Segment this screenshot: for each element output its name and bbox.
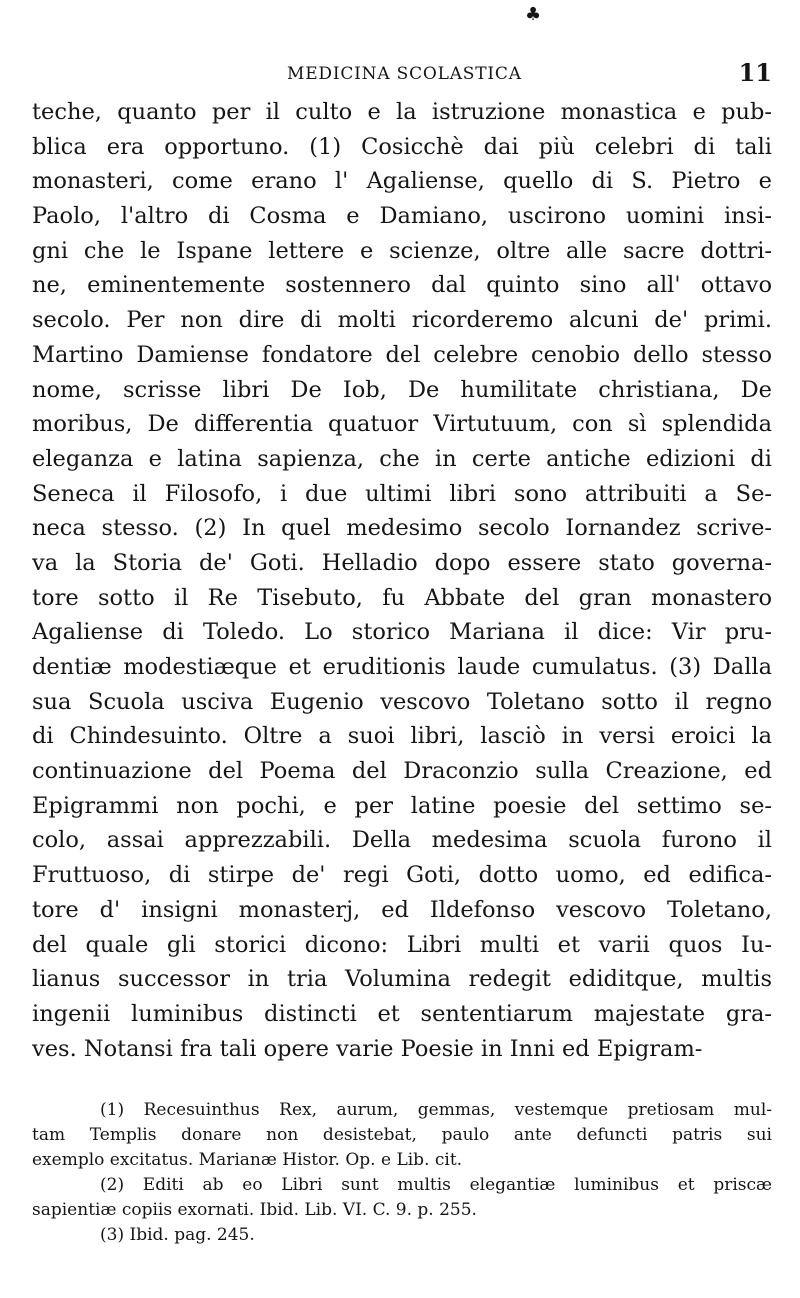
footnote-line: (1) Recesuinthus Rex, aurum, gemmas, vestemque pretiosam mul- [100, 1100, 772, 1120]
running-header [287, 58, 772, 90]
text-line: ves. Notansi fra tali opere varie Poesie in Inni ed Epigram- [32, 1035, 703, 1062]
text-line: eleganza e latina sapienza, che in certe antiche edizioni di [32, 445, 772, 472]
text-line: di Chindesuinto. Oltre a suoi libri, lasciò in versi eroici la [32, 723, 772, 750]
text-line: nome, scrisse libri De Iob, De humilitate christiana, De [32, 376, 772, 403]
text-line: Agaliense di Toledo. Lo storico Mariana il dice: Vir pru- [32, 619, 772, 646]
text-line: monasteri, come erano l' Agaliense, quello di S. Pietro e [32, 168, 772, 195]
text-line: moribus, De differentia quatuor Virtutuum, con sì splendida [32, 411, 772, 438]
text-line: dentiæ modestiæque et eruditionis laude cumulatus. (3) Dalla [32, 654, 772, 680]
text-line: colo, assai apprezzabili. Della medesima scuola furono il [32, 827, 772, 854]
ornament-mark: ♣ [525, 4, 542, 25]
footnote-line: (3) Ibid. pag. 245. [100, 1225, 255, 1245]
text-line: Epigrammi non pochi, e per latine poesie del settimo se- [32, 792, 772, 819]
text-line: va la Storia de' Goti. Helladio dopo essere stato governa- [32, 549, 772, 576]
text-line: blica era opportuno. (1) Cosicchè dai più celebri di tali [32, 133, 772, 160]
text-line: tore sotto il Re Tisebuto, fu Abbate del gran monastero [32, 584, 772, 611]
footnote-line: tam Templis donare non desistebat, paulo ante defuncti patris sui [32, 1125, 772, 1145]
footnote-line: exemplo excitatus. Marianæ Histor. Op. e Lib. cit. [32, 1150, 463, 1170]
text-line: Paolo, l'altro di Cosma e Damiano, uscirono uomini insi- [32, 203, 772, 230]
text-line: ne, eminentemente sostennero dal quinto sino all' ottavo [32, 272, 772, 299]
running-title: MEDICINA SCOLASTICA [287, 64, 522, 84]
footnote-line: sapientiæ copiis exornati. Ibid. Lib. VI. C. 9. p. 255. [32, 1200, 477, 1220]
text-line: ingenii luminibus distincti et sententiarum majestate gra- [32, 1000, 772, 1027]
footnote-line: (2) Editi ab eo Libri sunt multis elegantiæ luminibus et priscæ [100, 1175, 772, 1195]
text-line: sua Scuola usciva Eugenio vescovo Toletano sotto il regno [32, 688, 772, 715]
text-line: Seneca il Filosofo, i due ultimi libri sono attribuiti a Se- [32, 480, 772, 507]
text-line: Fruttuoso, di stirpe de' regi Goti, dotto uomo, ed edifica- [32, 862, 772, 889]
text-line: Martino Damiense fondatore del celebre cenobio dello stesso [32, 341, 772, 368]
page-number: 11 [738, 58, 772, 87]
text-line: teche, quanto per il culto e la istruzione monastica e pub- [32, 99, 772, 125]
text-line: del quale gli storici dicono: Libri multi et varii quos Iu- [32, 931, 772, 958]
footnotes [32, 1098, 772, 1248]
text-line: tore d' insigni monasterj, ed Ildefonso vescovo Toletano, [32, 896, 772, 923]
text-line: secolo. Per non dire di molti ricorderemo alcuni de' primi. [32, 307, 772, 334]
main-text [32, 95, 772, 1066]
text-line: lianus successor in tria Volumina redegit ediditque, multis [32, 966, 772, 993]
text-line: continuazione del Poema del Draconzio sulla Creazione, ed [32, 758, 772, 785]
text-line: neca stesso. (2) In quel medesimo secolo Iornandez scrive- [32, 515, 772, 542]
text-line: gni che le Ispane lettere e scienze, oltre alle sacre dottri- [32, 237, 772, 264]
